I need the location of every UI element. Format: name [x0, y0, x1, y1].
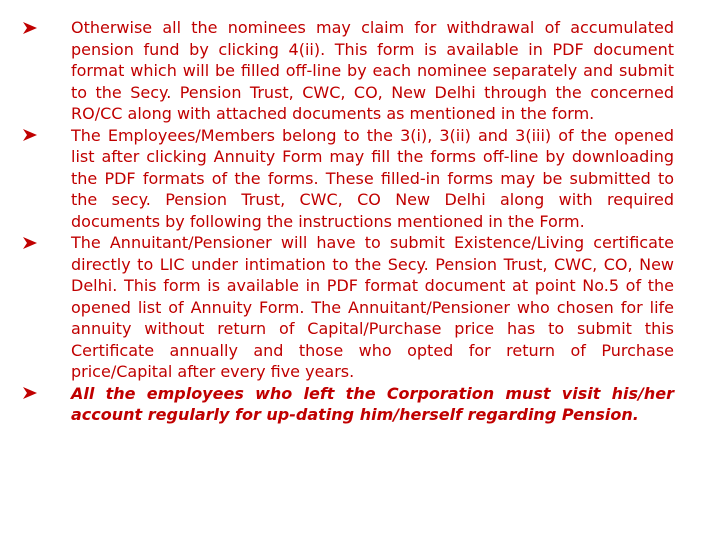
bullet-item-nominee-withdrawal — [22, 17, 674, 125]
bullet-text: Otherwise all the nominees may claim for withdrawal of accumulated pension fund by clicking 4(ii). This form is available in PDF document format which will be filled off-line by each nominee separately and submit to the Secy. Pension Trust, CWC, CO, New Delhi through the concerned RO/CC along with attached documents as mentioned in the form. — [71, 18, 674, 123]
bullet-text: The Employees/Members belong to the 3(i), 3(ii) and 3(iii) of the opened list after clicking Annuity Form may fill the forms off-line by downloading the PDF formats of the forms. These filled-in forms may be submitted to the secy. Pension Trust, CWC, CO New Delhi along with required documents by following the instructions mentioned in the Form. — [71, 125, 674, 231]
arrow-bullet-icon — [22, 232, 42, 254]
arrow-bullet-icon — [22, 17, 42, 39]
bullet-text-emphasis: All the employees who left the Corporation must visit his/her account regularly for up-dating him/herself regarding Pension. — [71, 383, 674, 424]
arrow-bullet-icon — [22, 125, 42, 147]
bullet-text: The Annuitant/Pensioner will have to submit Existence/Living certificate directly to LIC under intimation to the Secy. Pension Trust, CWC, CO, New Delhi. This form is available in PDF format document at point No.5 of the opened list of Annuity Form. The Annuitant/Pensioner who chosen for life annuity without return of Capital/Purchase price has to submit this Certificate annually and those who opted for return of Purchase price/Capital after every five years. — [71, 233, 674, 381]
bullet-item-annuitant-pensioner — [22, 232, 674, 383]
bullet-item-visit-account — [22, 383, 674, 426]
bullet-item-employees-members — [22, 125, 674, 233]
bullet-list — [22, 17, 674, 426]
arrow-bullet-icon — [22, 383, 42, 405]
